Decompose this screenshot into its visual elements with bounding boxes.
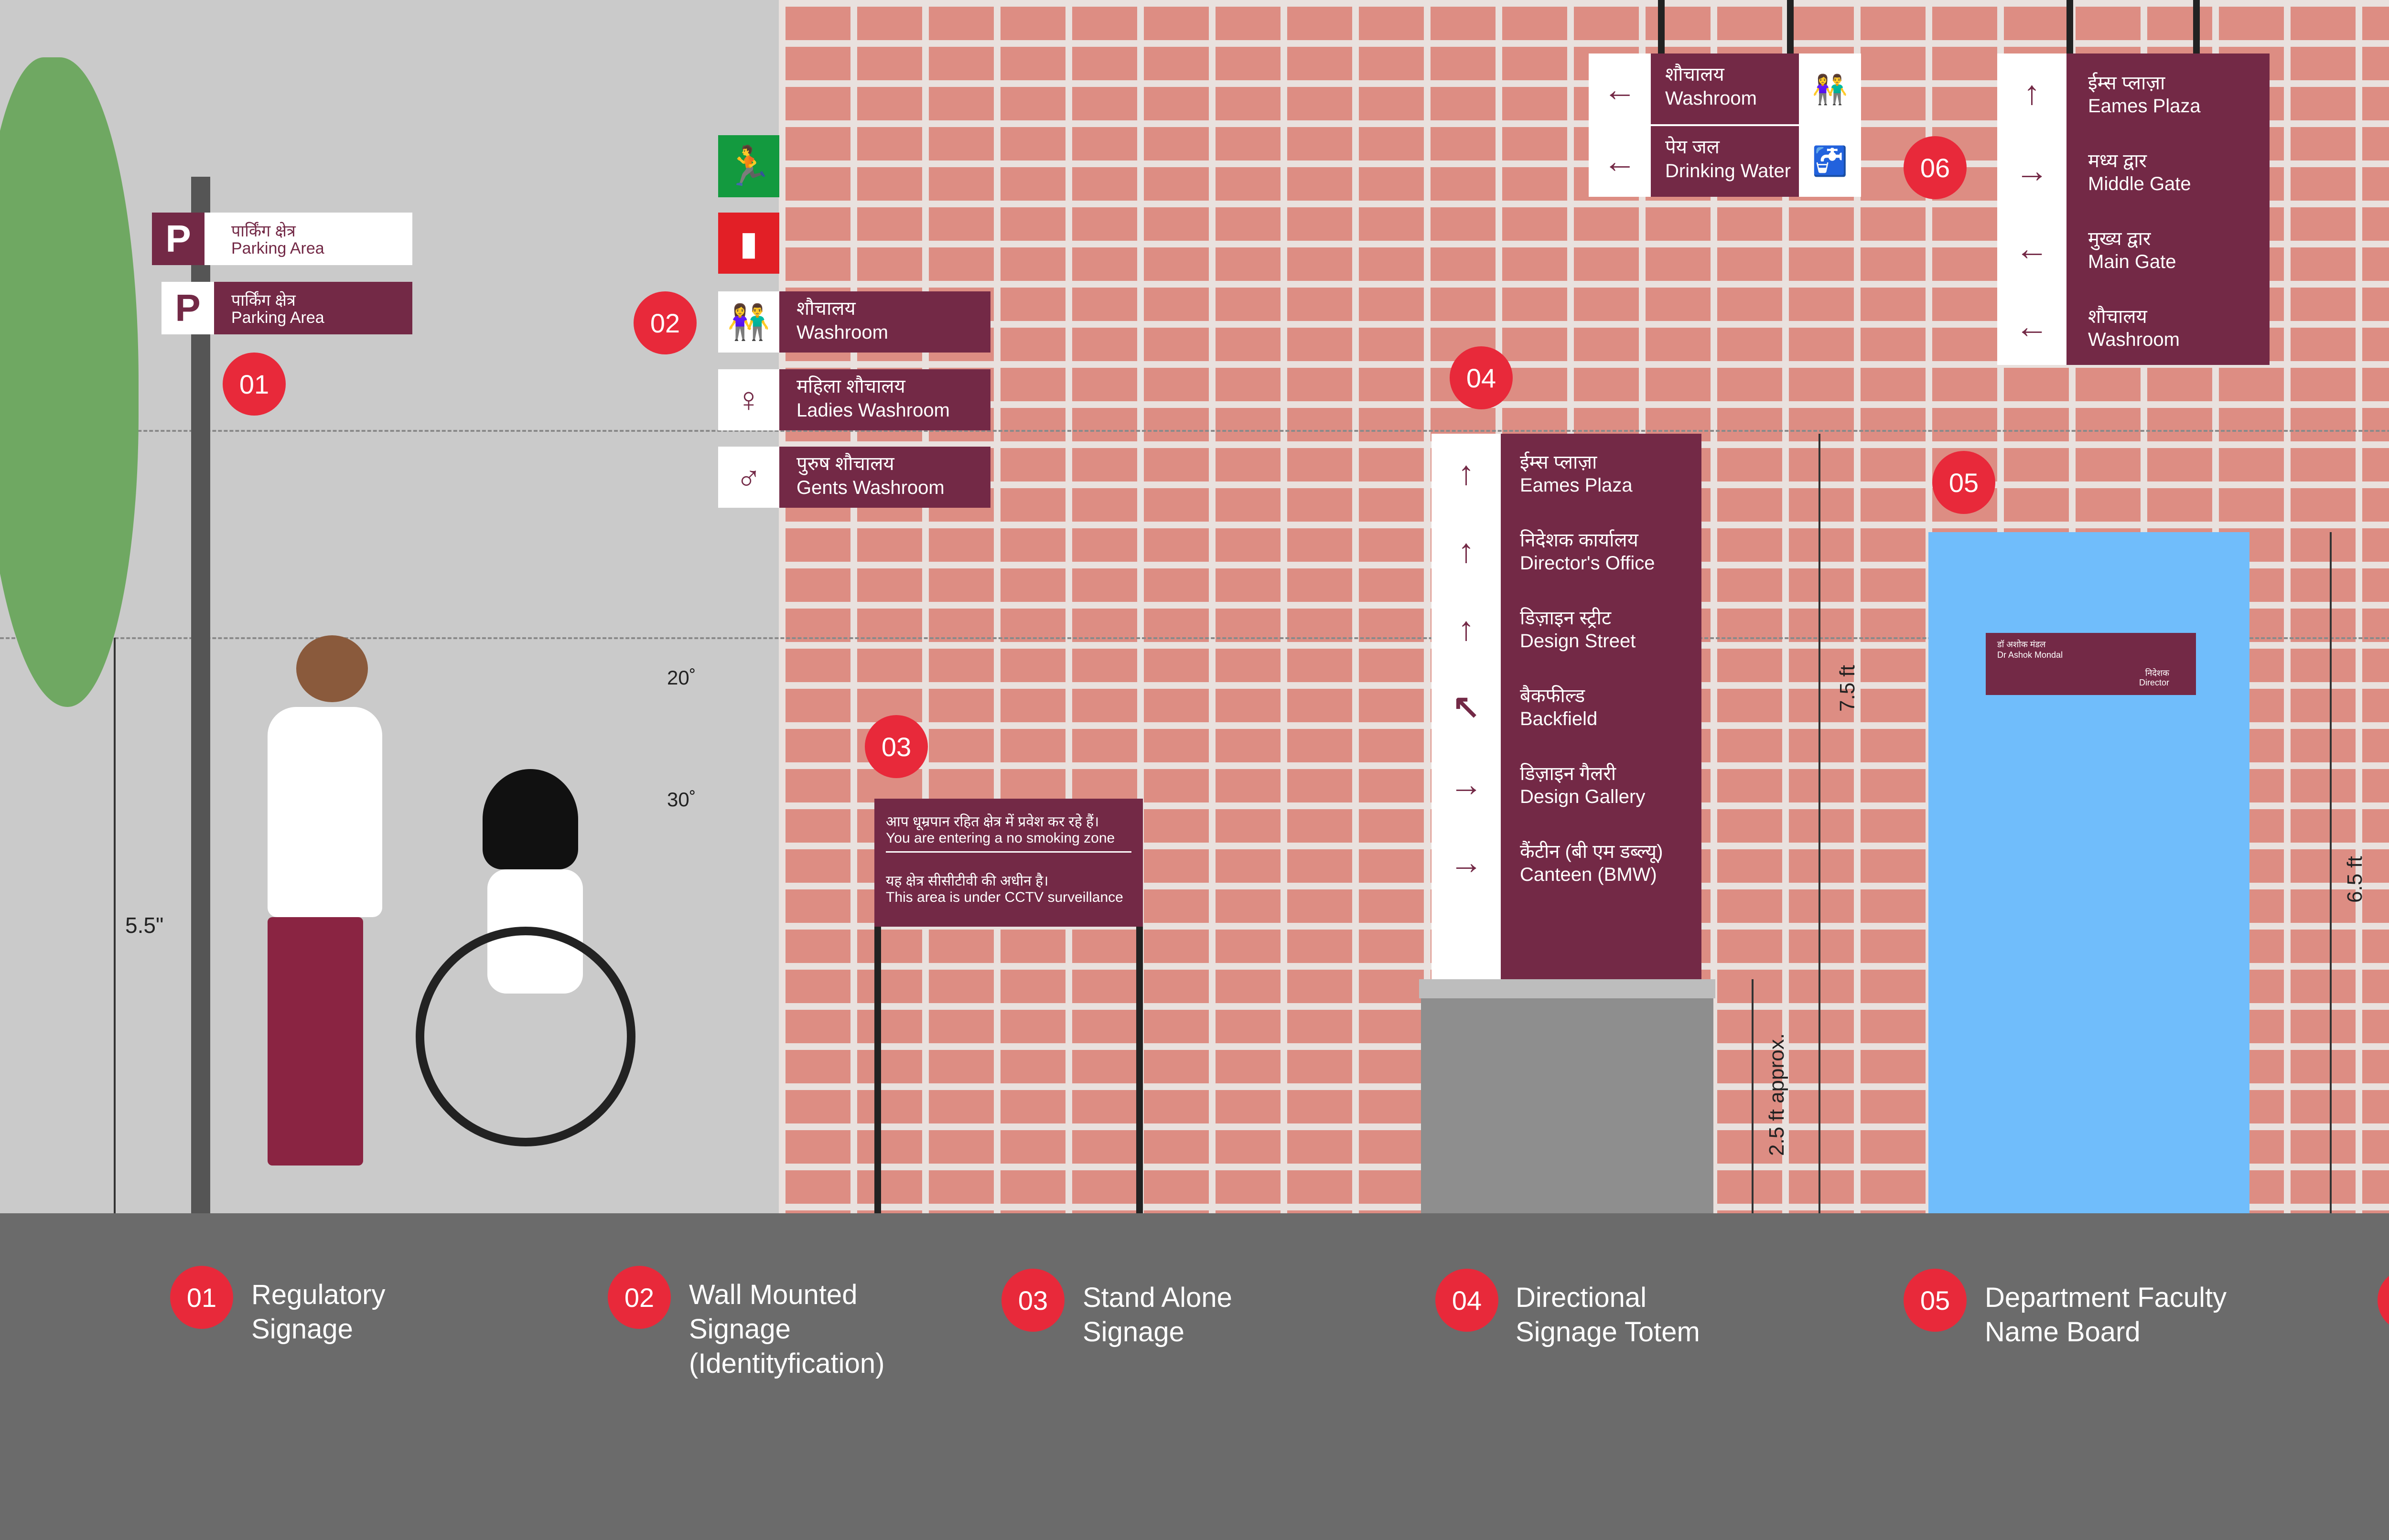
- washroom-icon: 👫: [1799, 53, 1861, 125]
- height-line-person: [114, 638, 116, 1213]
- view-angle-down-label: 30˚: [667, 788, 696, 811]
- wall-sign-ladies: [779, 369, 990, 430]
- totem-english-6: Canteen (BMW): [1520, 864, 1657, 885]
- hanging-b-english-1: Eames Plaza: [2088, 96, 2201, 117]
- totem-english-2: Director's Office: [1520, 553, 1655, 574]
- hanging-b-hindi-4: शौचालय: [2088, 306, 2147, 327]
- arrow-right-icon: →: [1431, 823, 1501, 901]
- legend-label-05: Department Faculty Name Board: [1985, 1282, 2227, 1348]
- hanging-a-hindi-1: शौचालय: [1665, 64, 1724, 85]
- marker-05: 05: [1932, 451, 1995, 514]
- fire-extinguisher-icon: ▮: [718, 213, 779, 274]
- parking-sign-maroon: [214, 282, 412, 334]
- man-legs: [268, 917, 363, 1166]
- hanging-b-hindi-3: मुख्य द्वार: [2088, 228, 2151, 249]
- ladies-icon: ♀: [718, 369, 779, 430]
- hanging-b-hindi-2: मध्य द्वार: [2088, 150, 2147, 171]
- wall-sign-washroom-hindi: शौचालय: [796, 298, 856, 319]
- wall-sign-ladies-hindi: महिला शौचालय: [796, 376, 905, 397]
- totem-english-5: Design Gallery: [1520, 786, 1646, 807]
- door-height-label: 6.5 ft: [2343, 856, 2367, 903]
- parking-english-2: Parking Area: [231, 309, 324, 327]
- legend-label-03: Stand Alone Signage: [1083, 1282, 1232, 1348]
- wall-sign-washroom: [779, 291, 990, 353]
- standalone-hindi-1: आप धूम्रपान रहित क्षेत्र में प्रवेश कर रहे हैं।: [886, 814, 1099, 830]
- hanging-sign-a-row-1: [1651, 53, 1799, 124]
- totem-hindi-2: निदेशक कार्यालय: [1520, 530, 1638, 551]
- arrow-up-icon: ↑: [1997, 53, 2066, 131]
- wall-sign-washroom-english: Washroom: [796, 322, 888, 343]
- arrow-left-icon: ←: [1997, 209, 2066, 287]
- arrow-left-icon: ←: [1589, 53, 1651, 125]
- name-board-title-english: Director: [2139, 678, 2169, 687]
- totem-hindi-5: डिज़ाइन गैलरी: [1520, 763, 1616, 784]
- height-line-totem: [1819, 434, 1820, 1213]
- legend-label-04: Directional Signage Totem: [1516, 1282, 1700, 1348]
- legend-label-01: Regulatory Signage: [251, 1279, 386, 1345]
- man-head: [296, 635, 368, 702]
- totem-english-4: Backfield: [1520, 708, 1598, 729]
- name-board-hindi: डॉ अशोक मंडल: [1997, 640, 2046, 649]
- totem-base: [1421, 998, 1713, 1213]
- legend-marker-03: 03: [1001, 1269, 1065, 1332]
- standalone-divider: [886, 851, 1131, 853]
- legend-marker-04: 04: [1435, 1269, 1498, 1332]
- eye-level-line-upper: [0, 430, 2389, 432]
- totem-hindi-3: डिज़ाइन स्ट्रीट: [1520, 608, 1611, 629]
- parking-english: Parking Area: [231, 239, 324, 257]
- totem-english-3: Design Street: [1520, 631, 1636, 652]
- hanging-a-english-1: Washroom: [1665, 88, 1757, 109]
- legend-marker-05: 05: [1904, 1269, 1967, 1332]
- hanging-b-english-3: Main Gate: [2088, 251, 2176, 272]
- hanging-a-hindi-2: पेय जल: [1665, 137, 1720, 158]
- arrow-up-icon: ↑: [1431, 434, 1501, 512]
- hanging-b-hindi-1: ईम्स प्लाज़ा: [2088, 73, 2165, 94]
- woman-hair: [483, 769, 578, 869]
- hanger-rod-3: [2066, 0, 2073, 53]
- marker-03: 03: [865, 715, 928, 778]
- name-board-english: Dr Ashok Mondal: [1997, 650, 2063, 660]
- hanging-sign-b: [1997, 53, 2270, 365]
- totem-plinth: [1419, 979, 1715, 998]
- height-line-base: [1752, 979, 1754, 1213]
- height-line-door: [2330, 532, 2332, 1213]
- standalone-english-2: This area is under CCTV surveillance: [886, 889, 1123, 905]
- wall-sign-gents: [779, 447, 990, 508]
- parking-icon-2: P: [161, 282, 214, 334]
- totem-sign: [1431, 434, 1701, 979]
- name-board-title-hindi: निदेशक: [2145, 668, 2169, 678]
- hanging-sign-a-row-2: [1651, 126, 1799, 197]
- parking-hindi-2: पार्किंग क्षेत्र: [231, 291, 296, 310]
- hanging-b-english-4: Washroom: [2088, 329, 2180, 350]
- arrow-right-icon: →: [1431, 745, 1501, 823]
- man-body: [268, 707, 382, 917]
- arrow-left-icon: ←: [1997, 287, 2066, 365]
- hanging-b-english-2: Middle Gate: [2088, 173, 2191, 194]
- legend-label-02: Wall Mounted Signage (Identityfication): [689, 1279, 885, 1379]
- legend-marker-01: 01: [170, 1266, 233, 1329]
- hanger-rod-4: [2193, 0, 2200, 53]
- standalone-post-right: [1136, 927, 1143, 1213]
- totem-hindi-4: बैकफील्ड: [1520, 685, 1585, 706]
- totem-english-1: Eames Plaza: [1520, 475, 1633, 496]
- standalone-sign: [874, 799, 1143, 927]
- standalone-post-left: [874, 927, 881, 1213]
- arrow-left-icon: ←: [1589, 125, 1651, 197]
- view-angle-up-label: 20˚: [667, 666, 696, 689]
- hanging-sign-a: [1589, 53, 1861, 197]
- tree-left: [0, 57, 139, 707]
- totem-height-label: 7.5 ft: [1836, 665, 1859, 712]
- wall-sign-gents-english: Gents Washroom: [796, 477, 945, 498]
- totem-hindi-1: ईम्स प्लाज़ा: [1520, 452, 1597, 473]
- hanger-rod-2: [1787, 0, 1794, 53]
- arrow-up-left-icon: ↖: [1431, 667, 1501, 745]
- base-height-label: 2.5 ft approx.: [1765, 1033, 1788, 1156]
- parking-hindi: पार्किंग क्षेत्र: [231, 222, 296, 240]
- parking-sign-white: [204, 213, 412, 265]
- legend-marker-02: 02: [608, 1266, 671, 1329]
- wheelchair-wheel: [416, 927, 635, 1146]
- washroom-icon: 👫: [718, 291, 779, 353]
- arrow-up-icon: ↑: [1431, 589, 1501, 667]
- parking-icon-1: P: [152, 213, 204, 265]
- marker-04: 04: [1450, 346, 1513, 409]
- marker-06: 06: [1904, 136, 1967, 199]
- totem-hindi-6: कैंटीन (बी एम डब्ल्यू): [1520, 841, 1663, 862]
- arrow-up-icon: ↑: [1431, 512, 1501, 589]
- ground: [0, 1213, 2389, 1540]
- drinking-water-tap-icon: 🚰: [1799, 125, 1861, 197]
- name-board: [1986, 633, 2196, 695]
- person-height-label: 5.5": [125, 913, 164, 938]
- arrow-right-icon: →: [1997, 131, 2066, 209]
- wall-sign-ladies-english: Ladies Washroom: [796, 400, 950, 421]
- hanger-rod-1: [1658, 0, 1665, 53]
- exit-icon: 🏃: [718, 135, 779, 197]
- wall-sign-gents-hindi: पुरुष शौचालय: [796, 453, 894, 474]
- standalone-english-1: You are entering a no smoking zone: [886, 830, 1115, 846]
- gents-icon: ♂: [718, 447, 779, 508]
- hanging-a-english-2: Drinking Water: [1665, 160, 1791, 182]
- standalone-hindi-2: यह क्षेत्र सीसीटीवी की अधीन है।: [886, 873, 1049, 889]
- marker-01: 01: [223, 353, 286, 416]
- marker-02: 02: [634, 291, 697, 354]
